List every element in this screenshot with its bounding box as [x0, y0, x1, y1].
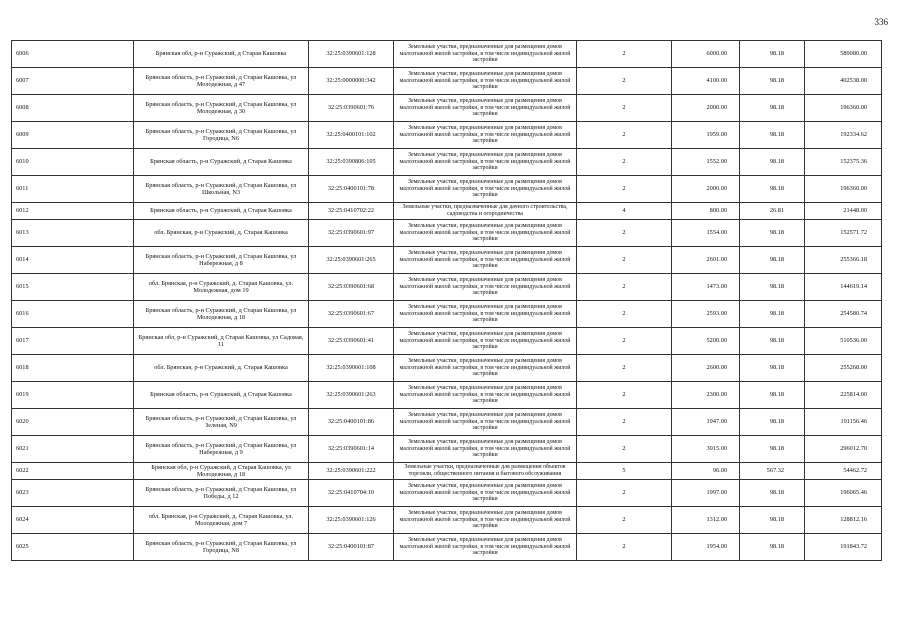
- land-use-cell: Земельные участки, предназначенные для размещения домов малоэтажной жилой застройки, в том числе индивидуальной жилой застройки: [394, 355, 577, 382]
- area-cell: 1312.00: [672, 507, 740, 534]
- area-cell: 2601.00: [672, 247, 740, 274]
- specific-value-cell: 98.18: [740, 274, 805, 301]
- address-cell: Брянская область, р-н Суражский, д Старая Кашовка, ул Зеленая, N9: [134, 409, 309, 436]
- address-cell: Брянская область, р-н Суражский, д Старая Кашовка, ул Набережная, д 8: [134, 247, 309, 274]
- land-use-cell: Земельные участки, предназначенные для размещения домов малоэтажной жилой застройки, в том числе индивидуальной жилой застройки: [394, 328, 577, 355]
- cadastral-number-cell: 32:25:0390601:108: [309, 355, 394, 382]
- table-row: [12, 409, 882, 436]
- land-use-cell: Земельные участки, предназначенные для размещения объектов торговли, общественного питания и бытового обслуживания: [394, 463, 577, 480]
- category-code-cell: 2: [577, 274, 672, 301]
- specific-value-cell: 98.18: [740, 480, 805, 507]
- cadastral-value-cell: 192334.62: [805, 122, 882, 149]
- land-use-cell: Земельные участки, предназначенные для размещения домов малоэтажной жилой застройки, в том числе индивидуальной жилой застройки: [394, 534, 577, 561]
- row-number: 6014: [12, 247, 134, 274]
- area-cell: 2000.00: [672, 95, 740, 122]
- cadastral-value-cell: 296012.70: [805, 436, 882, 463]
- cadastral-number-cell: 32:25:0390601:76: [309, 95, 394, 122]
- area-cell: 1947.00: [672, 409, 740, 436]
- area-cell: 800.00: [672, 203, 740, 220]
- area-cell: 4100.00: [672, 68, 740, 95]
- land-use-cell: Земельные участки, предназначенные для размещения домов малоэтажной жилой застройки, в том числе индивидуальной жилой застройки: [394, 480, 577, 507]
- cadastral-number-cell: 32:25:0390806:105: [309, 149, 394, 176]
- address-cell: обл. Брянская, р-н Суражский, д. Старая Кашовка: [134, 355, 309, 382]
- land-use-cell: Земельные участки, предназначенные для размещения домов малоэтажной жилой застройки, в том числе индивидуальной жилой застройки: [394, 507, 577, 534]
- category-code-cell: 2: [577, 247, 672, 274]
- category-code-cell: 4: [577, 203, 672, 220]
- cadastral-value-cell: 589080.00: [805, 41, 882, 68]
- cadastral-number-cell: 32:25:0410704:10: [309, 480, 394, 507]
- specific-value-cell: 567.32: [740, 463, 805, 480]
- specific-value-cell: 98.18: [740, 507, 805, 534]
- specific-value-cell: 98.18: [740, 382, 805, 409]
- category-code-cell: 2: [577, 355, 672, 382]
- area-cell: 1554.00: [672, 220, 740, 247]
- land-use-cell: Земельные участки, предназначенные для размещения домов малоэтажной жилой застройки, в том числе индивидуальной жилой застройки: [394, 149, 577, 176]
- category-code-cell: 2: [577, 95, 672, 122]
- cadastral-value-cell: 510536.00: [805, 328, 882, 355]
- table-row: [12, 176, 882, 203]
- address-cell: Брянская область, р-н Суражский, д Старая Кашовка, ул Победы, д 12: [134, 480, 309, 507]
- cadastral-number-cell: 32:25:0390601:128: [309, 41, 394, 68]
- address-cell: Брянская область, р-н Суражский, д Старая Кашовка, ул Школьная, N3: [134, 176, 309, 203]
- table-row: [12, 328, 882, 355]
- cadastral-number-cell: 32:25:0390601:67: [309, 301, 394, 328]
- table-row: [12, 301, 882, 328]
- cadastral-value-cell: 255268.00: [805, 355, 882, 382]
- row-number: 6016: [12, 301, 134, 328]
- row-number: 6012: [12, 203, 134, 220]
- area-cell: 1954.00: [672, 534, 740, 561]
- address-cell: Брянская область, р-н Суражский, д Старая Кашовка: [134, 203, 309, 220]
- address-cell: Брянская обл, р-н Суражский, д Старая Кашовка: [134, 41, 309, 68]
- specific-value-cell: 98.18: [740, 436, 805, 463]
- specific-value-cell: 98.18: [740, 122, 805, 149]
- land-use-cell: Земельные участки, предназначенные для размещения домов малоэтажной жилой застройки, в том числе индивидуальной жилой застройки: [394, 41, 577, 68]
- table-row: [12, 463, 882, 480]
- row-number: 6010: [12, 149, 134, 176]
- table-row: [12, 122, 882, 149]
- table-row: [12, 220, 882, 247]
- row-number: 6013: [12, 220, 134, 247]
- table-row: [12, 355, 882, 382]
- cadastral-number-cell: 32:25:0400101:86: [309, 409, 394, 436]
- table-row: [12, 149, 882, 176]
- address-cell: Брянская область, р-н Суражский, д Старая Кашовка: [134, 382, 309, 409]
- cadastral-number-cell: 32:25:0390601:222: [309, 463, 394, 480]
- address-cell: Брянская область, р-н Суражский, д Старая Кашовка, ул Городица, N8: [134, 534, 309, 561]
- table-row: [12, 382, 882, 409]
- row-number: 6011: [12, 176, 134, 203]
- category-code-cell: 2: [577, 507, 672, 534]
- category-code-cell: 2: [577, 534, 672, 561]
- address-cell: Брянская область, р-н Суражский, д Старая Кашовка, ул Городица, N6: [134, 122, 309, 149]
- table-row: [12, 95, 882, 122]
- address-cell: Брянская область, р-н Суражский, д Старая Кашовка, ул Молодежная, д 47: [134, 68, 309, 95]
- category-code-cell: 2: [577, 480, 672, 507]
- cadastral-value-cell: 196360.00: [805, 176, 882, 203]
- specific-value-cell: 98.18: [740, 409, 805, 436]
- land-use-cell: Земельные участки, предназначенные для размещения домов малоэтажной жилой застройки, в том числе индивидуальной жилой застройки: [394, 176, 577, 203]
- row-number: 6024: [12, 507, 134, 534]
- land-use-cell: Земельные участки, предназначенные для размещения домов малоэтажной жилой застройки, в том числе индивидуальной жилой застройки: [394, 95, 577, 122]
- specific-value-cell: 98.18: [740, 176, 805, 203]
- cadastral-value-cell: 191156.46: [805, 409, 882, 436]
- cadastral-number-cell: 32:25:0400101:102: [309, 122, 394, 149]
- cadastral-value-cell: 225814.00: [805, 382, 882, 409]
- cadastral-value-cell: 152375.36: [805, 149, 882, 176]
- area-cell: 1997.00: [672, 480, 740, 507]
- specific-value-cell: 98.18: [740, 247, 805, 274]
- area-cell: 2000.00: [672, 176, 740, 203]
- area-cell: 2600.00: [672, 355, 740, 382]
- category-code-cell: 5: [577, 463, 672, 480]
- specific-value-cell: 98.18: [740, 301, 805, 328]
- cadastral-number-cell: 32:25:0400101:78: [309, 176, 394, 203]
- cadastral-number-cell: 32:25:0390601:97: [309, 220, 394, 247]
- category-code-cell: 2: [577, 41, 672, 68]
- specific-value-cell: 98.18: [740, 41, 805, 68]
- address-cell: обл. Брянская, р-н Суражский, д. Старая Кашовка, ул. Молодежная, дом 7: [134, 507, 309, 534]
- land-use-cell: Земельные участки, предназначенные для размещения домов малоэтажной жилой застройки, в том числе индивидуальной жилой застройки: [394, 409, 577, 436]
- category-code-cell: 2: [577, 436, 672, 463]
- cadastral-value-cell: 254580.74: [805, 301, 882, 328]
- row-number: 6008: [12, 95, 134, 122]
- table-row: [12, 68, 882, 95]
- land-use-cell: Земельные участки, предназначенные для размещения домов малоэтажной жилой застройки, в том числе индивидуальной жилой застройки: [394, 122, 577, 149]
- cadastral-number-cell: 32:25:0390601:263: [309, 382, 394, 409]
- address-cell: Брянская обл, р-н Суражский, д Старая Кашовка, ул Садовая, 11: [134, 328, 309, 355]
- area-cell: 3015.00: [672, 436, 740, 463]
- area-cell: 96.00: [672, 463, 740, 480]
- area-cell: 2593.00: [672, 301, 740, 328]
- area-cell: 6000.00: [672, 41, 740, 68]
- address-cell: Брянская область, р-н Суражский, д Старая Кашовка: [134, 149, 309, 176]
- specific-value-cell: 98.18: [740, 68, 805, 95]
- category-code-cell: 2: [577, 122, 672, 149]
- category-code-cell: 2: [577, 328, 672, 355]
- row-number: 6021: [12, 436, 134, 463]
- cadastral-value-cell: 402538.00: [805, 68, 882, 95]
- row-number: 6007: [12, 68, 134, 95]
- address-cell: Брянская область, р-н Суражский, д Старая Кашовка, ул Набережная, д 9: [134, 436, 309, 463]
- land-use-cell: Земельные участки, предназначенные для размещения домов малоэтажной жилой застройки, в том числе индивидуальной жилой застройки: [394, 220, 577, 247]
- area-cell: 5200.00: [672, 328, 740, 355]
- cadastral-number-cell: 32:25:0390601:126: [309, 507, 394, 534]
- row-number: 6006: [12, 41, 134, 68]
- category-code-cell: 2: [577, 301, 672, 328]
- cadastral-number-cell: 32:25:0390601:265: [309, 247, 394, 274]
- row-number: 6025: [12, 534, 134, 561]
- cadastral-number-cell: 32:25:0410702:22: [309, 203, 394, 220]
- address-cell: Брянская область, р-н Суражский, д Старая Кашовка, ул Молодежная, д 18: [134, 301, 309, 328]
- table-row: [12, 41, 882, 68]
- cadastral-number-cell: 32:25:0390601:41: [309, 328, 394, 355]
- address-cell: Брянская обл, р-н Суражский, д Старая Кашовка, ул Молодежная, д 18: [134, 463, 309, 480]
- row-number: 6015: [12, 274, 134, 301]
- specific-value-cell: 98.18: [740, 95, 805, 122]
- specific-value-cell: 98.18: [740, 534, 805, 561]
- table-row: [12, 507, 882, 534]
- cadastral-value-table: [11, 40, 882, 561]
- table-row: [12, 247, 882, 274]
- cadastral-value-cell: 196065.46: [805, 480, 882, 507]
- area-cell: 1552.00: [672, 149, 740, 176]
- cadastral-number-cell: 32:25:0000000:342: [309, 68, 394, 95]
- land-use-cell: Земельные участки, предназначенные для размещения домов малоэтажной жилой застройки, в том числе индивидуальной жилой застройки: [394, 382, 577, 409]
- cadastral-value-cell: 191843.72: [805, 534, 882, 561]
- specific-value-cell: 98.18: [740, 220, 805, 247]
- category-code-cell: 2: [577, 382, 672, 409]
- land-use-cell: Земельные участки, предназначенные для размещения домов малоэтажной жилой застройки, в том числе индивидуальной жилой застройки: [394, 68, 577, 95]
- specific-value-cell: 98.18: [740, 149, 805, 176]
- row-number: 6017: [12, 328, 134, 355]
- row-number: 6022: [12, 463, 134, 480]
- land-use-cell: Земельные участки, предназначенные для размещения домов малоэтажной жилой застройки, в том числе индивидуальной жилой застройки: [394, 301, 577, 328]
- table-row: [12, 534, 882, 561]
- row-number: 6020: [12, 409, 134, 436]
- row-number: 6023: [12, 480, 134, 507]
- address-cell: Брянская область, р-н Суражский, д Старая Кашовка, ул Молодежная, д 30: [134, 95, 309, 122]
- cadastral-value-cell: 144619.14: [805, 274, 882, 301]
- category-code-cell: 2: [577, 149, 672, 176]
- cadastral-number-cell: 32:25:0390601:68: [309, 274, 394, 301]
- category-code-cell: 2: [577, 68, 672, 95]
- row-number: 6018: [12, 355, 134, 382]
- cadastral-number-cell: 32:25:0390601:14: [309, 436, 394, 463]
- row-number: 6019: [12, 382, 134, 409]
- row-number: 6009: [12, 122, 134, 149]
- cadastral-value-cell: 54462.72: [805, 463, 882, 480]
- category-code-cell: 2: [577, 176, 672, 203]
- land-use-cell: Земельные участки, предназначенные для дачного строительства, садоводства и огородничества: [394, 203, 577, 220]
- table-row: [12, 436, 882, 463]
- table-row: [12, 274, 882, 301]
- land-use-cell: Земельные участки, предназначенные для размещения домов малоэтажной жилой застройки, в том числе индивидуальной жилой застройки: [394, 247, 577, 274]
- category-code-cell: 2: [577, 220, 672, 247]
- specific-value-cell: 98.18: [740, 328, 805, 355]
- table-row: [12, 480, 882, 507]
- specific-value-cell: 98.18: [740, 355, 805, 382]
- cadastral-number-cell: 32:25:0400101:87: [309, 534, 394, 561]
- cadastral-value-cell: 21448.00: [805, 203, 882, 220]
- cadastral-value-cell: 128812.16: [805, 507, 882, 534]
- cadastral-value-cell: 196360.00: [805, 95, 882, 122]
- address-cell: обл. Брянская, р-н Суражский, д. Старая Кашовка: [134, 220, 309, 247]
- page-number: 336: [874, 17, 888, 27]
- category-code-cell: 2: [577, 409, 672, 436]
- area-cell: 2300.00: [672, 382, 740, 409]
- land-use-cell: Земельные участки, предназначенные для размещения домов малоэтажной жилой застройки, в том числе индивидуальной жилой застройки: [394, 274, 577, 301]
- cadastral-value-cell: 152571.72: [805, 220, 882, 247]
- table-row: [12, 203, 882, 220]
- area-cell: 1473.00: [672, 274, 740, 301]
- land-use-cell: Земельные участки, предназначенные для размещения домов малоэтажной жилой застройки, в том числе индивидуальной жилой застройки: [394, 436, 577, 463]
- address-cell: обл. Брянская, р-н Суражский, д. Старая Кашовка, ул. Молодежная, дом 19: [134, 274, 309, 301]
- area-cell: 1959.00: [672, 122, 740, 149]
- cadastral-value-cell: 255366.18: [805, 247, 882, 274]
- specific-value-cell: 26.81: [740, 203, 805, 220]
